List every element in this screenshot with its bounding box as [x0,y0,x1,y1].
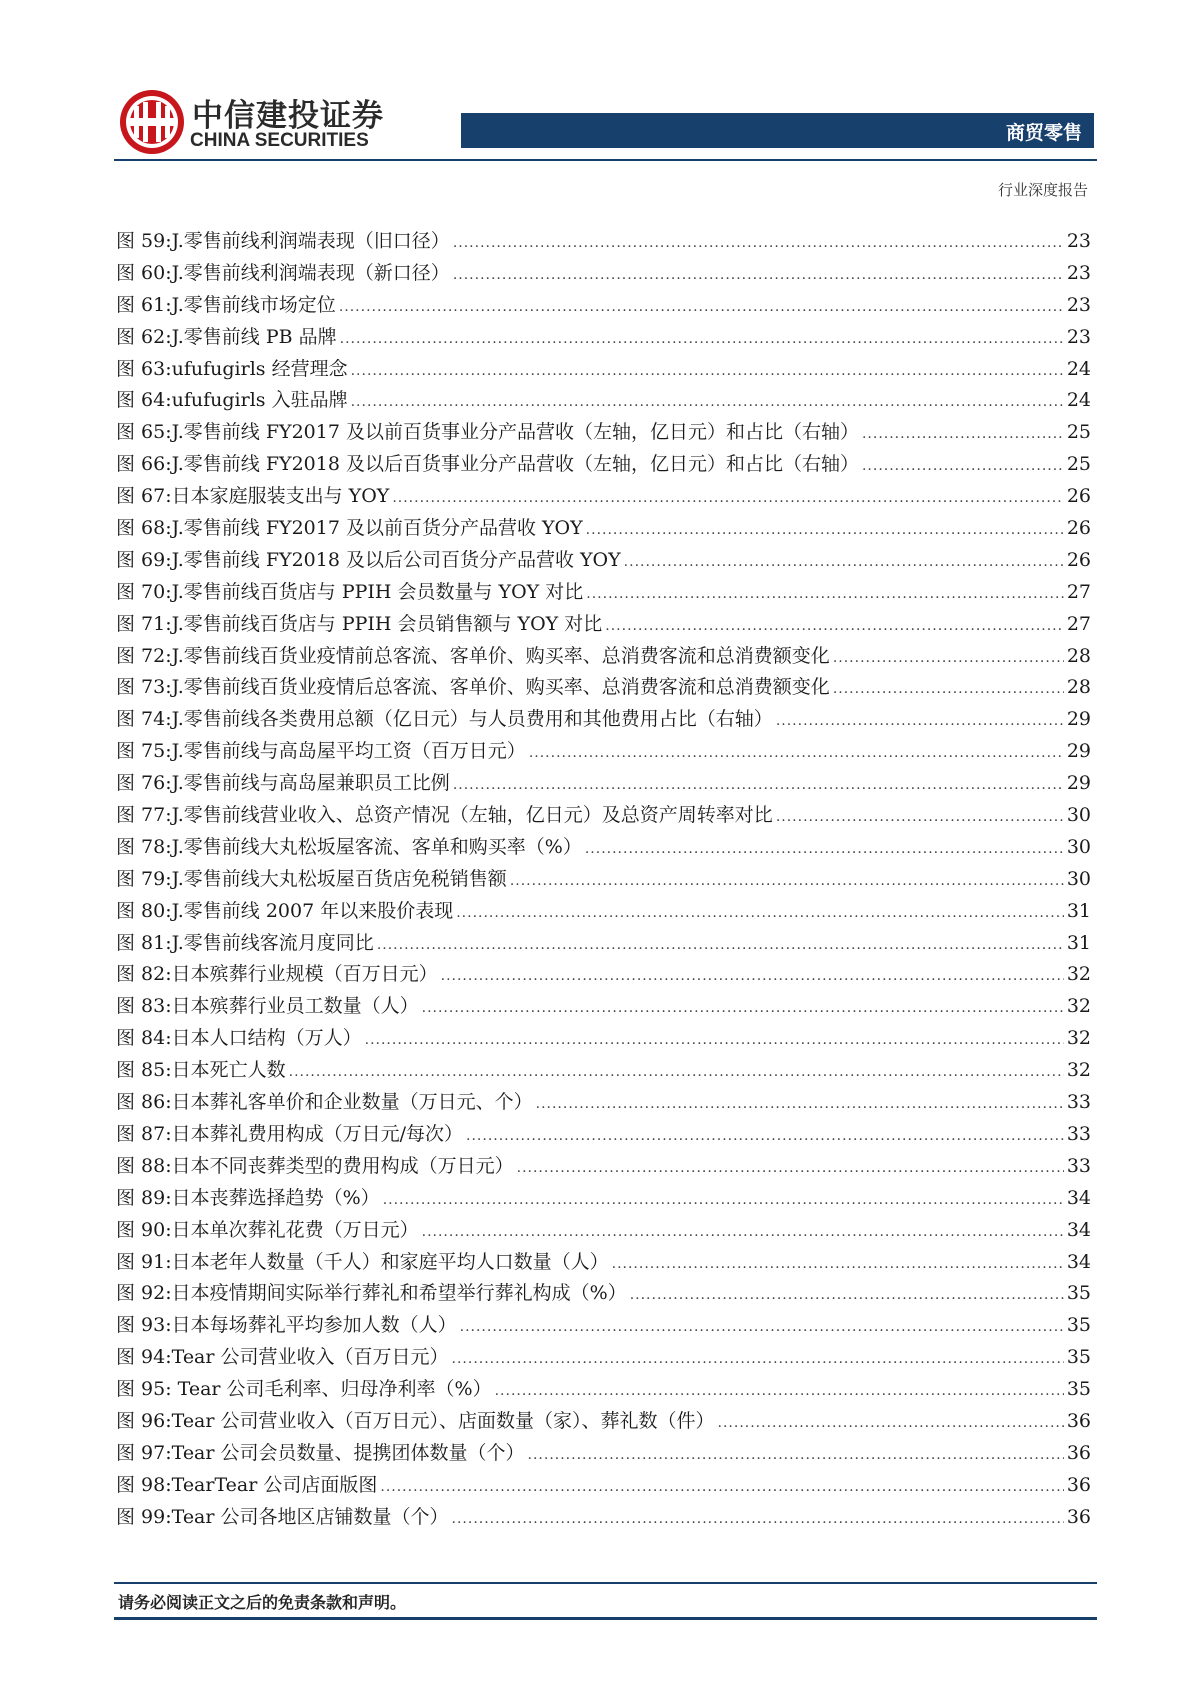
toc-entry-title: 图 61:J.零售前线市场定位 [116,293,336,316]
toc-entry-page: 23 [1066,325,1091,348]
toc-entry-title: 图 71:J.零售前线百货店与 PPIH 会员销售额与 YOY 对比 [116,612,603,635]
toc-dot-leader [718,1406,1064,1438]
toc-entry[interactable] [116,1055,1091,1087]
toc-entry-page: 32 [1066,1059,1091,1082]
toc-entry-title: 图 68:J.零售前线 FY2017 及以前百货分产品营收 YOY [116,517,583,540]
toc-entry-title: 图 59:J.零售前线利润端表现（旧口径） [116,230,450,252]
section-banner [461,113,1094,148]
toc-entry-page: 28 [1066,644,1091,667]
toc-entry-title: 图 80:J.零售前线 2007 年以来股价表现 [116,899,454,922]
toc-entry-page: 36 [1066,1441,1091,1464]
toc-entry-title: 图 72:J.零售前线百货业疫情前总客流、客单价、购买率、总消费客流和总消费额变化 [116,644,830,667]
toc-dot-leader [517,1151,1064,1183]
toc-entry-page: 25 [1066,421,1091,444]
toc-dot-leader [495,1374,1064,1406]
toc-entry-title: 图 93:日本每场葬礼平均参加人数（人） [116,1314,457,1337]
toc-entry-title: 图 63:ufufugirls 经营理念 [116,357,348,380]
toc-entry-title: 图 97:Tear 公司会员数量、提携团体数量（个） [116,1441,525,1464]
toc-entry-title: 图 62:J.零售前线 PB 品牌 [116,325,337,348]
toc-dot-leader [351,354,1064,386]
toc-entry[interactable] [116,577,1091,609]
toc-entry[interactable] [116,704,1091,736]
toc-entry-page: 29 [1066,708,1091,731]
toc-dot-leader [441,959,1064,991]
toc-entry[interactable] [116,322,1091,354]
toc-dot-leader [776,704,1064,736]
toc-entry[interactable] [116,1278,1091,1310]
toc-dot-leader [460,1310,1064,1342]
toc-entry-page: 33 [1066,1154,1091,1177]
toc-entry-title: 图 73:J.零售前线百货业疫情后总客流、客单价、购买率、总消费客流和总消费额变化 [116,676,830,699]
report-type-label: 行业深度报告 [997,181,1088,199]
toc-entry-title: 图 60:J.零售前线利润端表现（新口径） [116,261,450,284]
toc-entry[interactable] [116,1183,1091,1215]
toc-entry[interactable] [116,736,1091,768]
toc-entry-title: 图 67:日本家庭服装支出与 YOY [116,485,390,508]
toc-entry-page: 34 [1066,1186,1091,1209]
disclaimer-note: 请务必阅读正文之后的免责条款和声明。 [118,1593,407,1612]
toc-entry[interactable] [116,1374,1091,1406]
toc-entry-title: 图 95: Tear 公司毛利率、归母净利率（%） [116,1378,492,1401]
toc-entry-title: 图 98:TearTear 公司店面版图 [116,1473,378,1496]
toc-dot-leader [452,1502,1064,1534]
toc-entry[interactable] [116,1470,1091,1502]
toc-entry-title: 图 91:日本老年人数量（千人）和家庭平均人口数量（人） [116,1250,609,1273]
toc-entry-page: 34 [1066,1218,1091,1241]
toc-entry[interactable] [116,258,1091,290]
toc-entry[interactable] [116,800,1091,832]
toc-entry-page: 32 [1066,1027,1091,1050]
toc-entry-title: 图 77:J.零售前线营业收入、总资产情况（左轴，亿日元）及总资产周转率对比 [116,804,773,827]
toc-entry-page: 30 [1066,835,1091,858]
toc-dot-leader [536,1087,1064,1119]
toc-entry[interactable] [116,928,1091,960]
toc-dot-leader [422,1215,1064,1247]
toc-entry-page: 36 [1066,1473,1091,1496]
toc-dot-leader [289,1055,1064,1087]
toc-dot-leader [351,385,1064,417]
toc-entry[interactable] [116,1247,1091,1279]
toc-entry[interactable] [116,991,1091,1023]
toc-entry-page: 36 [1066,1409,1091,1432]
toc-entry-title: 图 87:日本葬礼费用构成（万日元/每次） [116,1122,464,1145]
toc-entry[interactable] [116,864,1091,896]
toc-entry-title: 图 96:Tear 公司营业收入（百万日元）、店面数量（家）、葬礼数（件） [116,1409,715,1432]
toc-entry-title: 图 65:J.零售前线 FY2017 及以前百货事业分产品营收（左轴，亿日元）和占比（右轴） [116,421,859,444]
toc-dot-leader [776,800,1064,832]
toc-entry[interactable] [116,672,1091,704]
toc-dot-leader [453,768,1064,800]
toc-dot-leader [453,258,1064,290]
toc-entry-page: 33 [1066,1091,1091,1114]
toc-entry[interactable] [116,641,1091,673]
footer-bottom-divider [114,1617,1097,1620]
toc-dot-leader [585,832,1064,864]
toc-entry-page: 29 [1066,772,1091,795]
toc-entry-title: 图 75:J.零售前线与高岛屋平均工资（百万日元） [116,740,526,763]
toc-entry[interactable] [116,1438,1091,1470]
toc-dot-leader [624,545,1064,577]
toc-entry-page: 24 [1066,389,1091,412]
toc-dot-leader [510,864,1064,896]
toc-entry[interactable] [116,1023,1091,1055]
toc-entry-page: 34 [1066,1250,1091,1273]
toc-entry-page: 24 [1066,357,1091,380]
toc-entry[interactable] [116,1087,1091,1119]
toc-entry-page: 26 [1066,517,1091,540]
toc-entry-page: 31 [1066,931,1091,954]
toc-entry-title: 图 88:日本不同丧葬类型的费用构成（万日元） [116,1154,514,1177]
toc-entry-page: 35 [1066,1346,1091,1369]
toc-dot-leader [605,609,1064,641]
toc-entry-page: 31 [1066,899,1091,922]
toc-entry[interactable] [116,226,1091,258]
toc-dot-leader [422,991,1064,1023]
toc-entry[interactable] [116,417,1091,449]
toc-entry-page: 33 [1066,1122,1091,1145]
toc-entry[interactable] [116,1310,1091,1342]
toc-entry-title: 图 89:日本丧葬选择趋势（%） [116,1186,380,1209]
toc-dot-leader [612,1247,1064,1279]
toc-entry-title: 图 64:ufufugirls 入驻品牌 [116,389,348,412]
toc-entry-title: 图 70:J.零售前线百货店与 PPIH 会员数量与 YOY 对比 [116,580,584,603]
toc-entry[interactable] [116,1119,1091,1151]
toc-entry-page: 35 [1066,1314,1091,1337]
toc-entry-page: 29 [1066,740,1091,763]
toc-entry[interactable] [116,545,1091,577]
toc-entry-title: 图 86:日本葬礼客单价和企业数量（万日元、个） [116,1091,533,1114]
toc-entry-page: 28 [1066,676,1091,699]
toc-entry[interactable] [116,1151,1091,1183]
toc-dot-leader [630,1278,1064,1310]
toc-entry[interactable] [116,1215,1091,1247]
toc-entry-title: 图 99:Tear 公司各地区店铺数量（个） [116,1505,449,1528]
toc-dot-leader [528,1438,1064,1470]
toc-entry-page: 23 [1066,261,1091,284]
figure-index-list [116,226,1091,1534]
toc-entry-page: 23 [1066,230,1091,252]
toc-dot-leader [833,641,1064,673]
brand-name-cn: 中信建投证券 [192,98,384,134]
toc-dot-leader [529,736,1064,768]
toc-entry-title: 图 79:J.零售前线大丸松坂屋百货店免税销售额 [116,867,507,890]
toc-dot-leader [862,417,1064,449]
header-divider [114,159,1097,161]
toc-entry-page: 35 [1066,1378,1091,1401]
toc-entry-title: 图 83:日本殡葬行业员工数量（人） [116,995,419,1018]
toc-dot-leader [339,290,1064,322]
toc-dot-leader [466,1119,1064,1151]
toc-entry[interactable] [116,513,1091,545]
toc-entry-page: 36 [1066,1505,1091,1528]
footer-divider [114,1582,1097,1584]
toc-entry-page: 32 [1066,963,1091,986]
toc-entry-page: 27 [1066,580,1091,603]
toc-entry-title: 图 76:J.零售前线与高岛屋兼职员工比例 [116,772,450,795]
toc-entry-title: 图 69:J.零售前线 FY2018 及以后公司百货分产品营收 YOY [116,548,621,571]
toc-entry-title: 图 84:日本人口结构（万人） [116,1027,362,1050]
toc-entry-page: 26 [1066,548,1091,571]
toc-dot-leader [586,577,1064,609]
toc-entry-title: 图 92:日本疫情期间实际举行葬礼和希望举行葬礼构成（%） [116,1282,627,1305]
toc-dot-leader [380,1470,1063,1502]
brand-name-en: CHINA SECURITIES [190,130,369,151]
toc-entry[interactable] [116,354,1091,386]
toc-entry-title: 图 85:日本死亡人数 [116,1059,286,1082]
toc-entry[interactable] [116,481,1091,513]
toc-dot-leader [340,322,1064,354]
toc-entry-page: 27 [1066,612,1091,635]
toc-entry-title: 图 90:日本单次葬礼花费（万日元） [116,1218,419,1241]
toc-entry[interactable] [116,449,1091,481]
china-securities-logo-icon [118,88,186,156]
toc-entry[interactable] [116,896,1091,928]
toc-entry-title: 图 66:J.零售前线 FY2018 及以后百货事业分产品营收（左轴，亿日元）和占比（右轴） [116,453,859,476]
toc-dot-leader [383,1183,1064,1215]
toc-entry-page: 35 [1066,1282,1091,1305]
toc-entry-page: 23 [1066,293,1091,316]
toc-entry-title: 图 94:Tear 公司营业收入（百万日元） [116,1346,449,1369]
toc-dot-leader [377,928,1064,960]
toc-entry-page: 25 [1066,453,1091,476]
section-label: 商贸零售 [1005,122,1082,144]
toc-entry[interactable] [116,1502,1091,1534]
toc-entry[interactable] [116,1406,1091,1438]
toc-dot-leader [862,449,1064,481]
toc-entry-title: 图 78:J.零售前线大丸松坂屋客流、客单和购买率（%） [116,835,582,858]
toc-dot-leader [392,481,1063,513]
toc-entry[interactable] [116,1342,1091,1374]
toc-entry[interactable] [116,768,1091,800]
toc-dot-leader [456,896,1064,928]
page-header [0,0,1200,200]
toc-entry-page: 30 [1066,804,1091,827]
toc-dot-leader [365,1023,1064,1055]
toc-dot-leader [453,226,1064,258]
toc-entry-title: 图 82:日本殡葬行业规模（百万日元） [116,963,438,986]
toc-dot-leader [586,513,1064,545]
toc-dot-leader [833,672,1064,704]
toc-entry[interactable] [116,385,1091,417]
toc-entry[interactable] [116,832,1091,864]
toc-entry-page: 30 [1066,867,1091,890]
toc-entry-title: 图 81:J.零售前线客流月度同比 [116,931,374,954]
toc-entry-title: 图 74:J.零售前线各类费用总额（亿日元）与人员费用和其他费用占比（右轴） [116,708,773,731]
toc-entry-page: 32 [1066,995,1091,1018]
toc-dot-leader [452,1342,1064,1374]
toc-entry[interactable] [116,290,1091,322]
toc-entry[interactable] [116,959,1091,991]
toc-entry-page: 26 [1066,485,1091,508]
toc-entry[interactable] [116,609,1091,641]
